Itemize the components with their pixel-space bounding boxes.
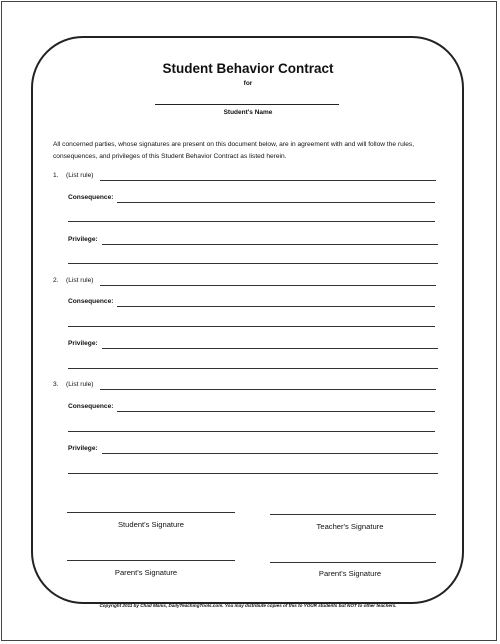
rule-line[interactable] [100, 389, 436, 390]
consequence-label: Consequence: [68, 194, 114, 201]
teacher-signature-line[interactable] [270, 514, 436, 515]
rule-label: (List rule) [66, 277, 94, 284]
consequence-line[interactable] [117, 411, 435, 412]
consequence-line-2[interactable] [68, 431, 435, 432]
privilege-label: Privilege: [68, 445, 98, 452]
privilege-line[interactable] [102, 244, 438, 245]
rule-label: (List rule) [66, 381, 94, 388]
teacher-signature-label: Teacher's Signature [316, 522, 384, 531]
consequence-label: Consequence: [68, 298, 114, 305]
privilege-line-2[interactable] [68, 368, 438, 369]
rule-label: (List rule) [66, 172, 94, 179]
contract-title: Student Behavior Contract [162, 61, 334, 76]
contract-frame [31, 36, 464, 604]
consequence-line-2[interactable] [68, 221, 435, 222]
rule-number: 2. [53, 277, 59, 284]
student-name-label: Student's Name [223, 109, 273, 116]
privilege-line-2[interactable] [68, 263, 438, 264]
for-label: for [243, 80, 253, 87]
consequence-line[interactable] [117, 202, 435, 203]
student-signature-line[interactable] [67, 512, 235, 513]
student-signature-label: Student's Signature [117, 520, 185, 529]
privilege-label: Privilege: [68, 340, 98, 347]
intro-paragraph: All concerned parties, whose signatures are present on this document below, are in agreement with and will follow the rules, consequences, and privileges of this Student Behavior Contract as listed herein. [53, 141, 415, 160]
privilege-line-2[interactable] [68, 473, 438, 474]
student-name-line[interactable] [155, 104, 339, 105]
rule-number: 3. [53, 381, 59, 388]
consequence-label: Consequence: [68, 403, 114, 410]
privilege-label: Privilege: [68, 236, 98, 243]
consequence-line-2[interactable] [68, 326, 435, 327]
parent-signature-line-right[interactable] [270, 562, 436, 563]
privilege-line[interactable] [102, 453, 438, 454]
parent-signature-label-left: Parent's Signature [114, 568, 178, 577]
privilege-line[interactable] [102, 348, 438, 349]
copyright-footer: Copyright 2011 by Chad Manis, DailyTeachingTools.com. You may distribute copies of this to YOUR students but NOT to other teachers. [99, 603, 397, 608]
parent-signature-line-left[interactable] [67, 560, 235, 561]
rule-line[interactable] [100, 285, 436, 286]
parent-signature-label-right: Parent's Signature [318, 569, 382, 578]
consequence-line[interactable] [117, 306, 435, 307]
rule-line[interactable] [100, 180, 436, 181]
rule-number: 1. [53, 172, 59, 179]
